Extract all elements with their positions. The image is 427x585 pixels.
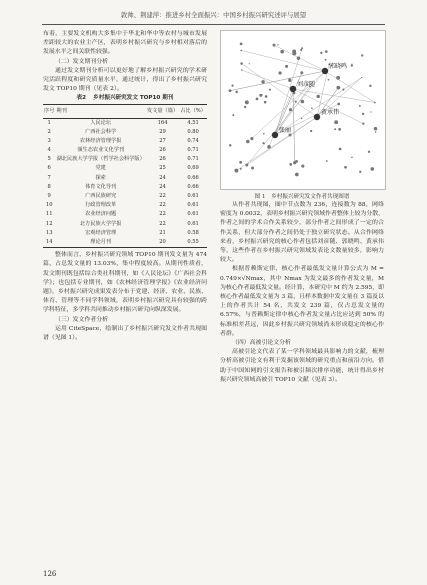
network-node — [265, 95, 268, 98]
network-node — [229, 144, 231, 146]
table-cell: 10 — [45, 202, 53, 209]
network-node — [278, 71, 281, 74]
network-node — [267, 145, 271, 149]
network-node — [240, 62, 243, 65]
network-node — [361, 77, 362, 78]
network-node — [317, 95, 320, 98]
table-cell: 0.80 — [187, 128, 199, 135]
paragraph: 通过发文期刊分析可以更好地了解乡村振兴研究的学术研究活跃程度和研究质量水平，通过统计，得出了乡村振兴研究发文 TOP10 期刊（见表 2）。 — [43, 67, 207, 93]
table-title: 乡村振兴研究发文 TOP10 期刊 — [93, 95, 174, 102]
table-cell: 11 — [45, 211, 53, 218]
network-node — [262, 142, 264, 144]
paragraph: 从作者共现图，图中节点数为 236，连接数为 88，网络密度为 0.0032，表明乡村振兴研究领域作者整体上较为分散，作者之间的学术合作关系较少，部分作者之间形成了一定的合作关系，但大部分作者之间仍处于独立研究状态。从合作网络来看，乡村振兴研究的核心作者包括刘彦随、郭晓鸣、黄承伟等，这些作者在乡村振兴研究领域发表论文数量较多，影响力较大。 — [220, 202, 384, 264]
table-cell: 3 — [47, 137, 51, 144]
table-cell: 24 — [159, 183, 166, 190]
table-cell: 26 — [159, 147, 166, 154]
table-row — [43, 192, 207, 201]
table-cell: 探索 — [95, 174, 106, 181]
network-node — [264, 101, 267, 104]
network-node — [362, 113, 364, 115]
table-cell: 21 — [159, 229, 166, 236]
table-cell: 5 — [47, 156, 51, 163]
network-node — [244, 106, 246, 108]
table-cell: 26 — [159, 156, 166, 163]
table-cell: 0.61 — [187, 202, 199, 209]
journal-table — [43, 104, 207, 248]
network-node — [277, 44, 278, 45]
network-node — [288, 79, 291, 82]
network-node — [344, 166, 347, 169]
network-node — [263, 133, 265, 135]
network-node — [374, 127, 378, 131]
network-edge — [293, 89, 363, 124]
network-node — [240, 50, 242, 52]
network-node — [359, 105, 361, 107]
network-node — [369, 85, 371, 87]
table-header-cell: 期刊 — [55, 105, 146, 118]
network-node — [232, 114, 234, 116]
author-network-figure — [220, 30, 386, 190]
header-rule — [42, 24, 385, 25]
table-cell: 0.71 — [187, 147, 199, 154]
network-node — [334, 120, 338, 124]
table-cell: 1 — [47, 119, 51, 126]
network-node — [273, 44, 276, 47]
table-row — [43, 155, 207, 164]
network-node — [359, 171, 361, 173]
network-node — [301, 118, 303, 120]
table-cell: 0.61 — [187, 211, 199, 218]
table-cell: 北方民族大学学报 — [79, 220, 122, 227]
table-cell: 25 — [159, 165, 166, 172]
table-number: 表2 — [76, 95, 87, 102]
table-cell: 22 — [159, 202, 166, 209]
table-cell: 农林经济管理学报 — [79, 137, 122, 144]
table-cell: 0.55 — [179, 238, 207, 248]
network-node — [311, 107, 313, 109]
network-node — [246, 140, 250, 144]
network-node — [361, 54, 363, 56]
network-node-label: 张丽 — [279, 127, 292, 134]
network-node — [289, 108, 292, 111]
network-node — [240, 168, 242, 170]
network-node — [328, 79, 330, 81]
network-hub-node — [322, 68, 328, 74]
table-cell: 8 — [47, 183, 51, 190]
table-cell: 宏观经济管理 — [85, 229, 117, 236]
network-node — [289, 163, 292, 166]
table-row — [43, 146, 207, 155]
table-cell: 农业经济问题 — [85, 211, 117, 218]
network-node — [234, 169, 238, 173]
network-node — [334, 128, 336, 130]
network-node — [261, 80, 264, 83]
network-node — [320, 52, 322, 54]
table-row — [43, 183, 207, 192]
table-row — [43, 238, 207, 248]
table-row — [43, 211, 207, 220]
page-number: 126 — [43, 570, 57, 578]
table-cell: 0.71 — [187, 156, 199, 163]
network-node — [362, 123, 364, 125]
paragraph: 根据普赖斯定律，核心作者最低发文量计算公式为 M = 0.749×√Nmax，其中 Nmax 为发文最多的作者发文量，M 为核心作者最低发文量。经计算，本研究中 M 约为 2.595，即核心作者最低发文量为 3 篇，且样本数据中发文量在 3 篇及以上的作者共计 54 名，共发文 239 篇，仅占总发文量的 6.57%，与普赖斯定律中核心作者发文量占比应达到 50% 的标准相差甚远，因此乡村振兴研究领域尚未形成稳定的核心作者群。 — [220, 266, 384, 337]
table-cell: 14 — [43, 238, 55, 248]
network-node — [269, 89, 271, 91]
paragraph: 运用 CiteSpace，绘制出了乡村振兴研究发文作者共现图谱（见图 1）。 — [43, 325, 207, 342]
table-cell: 理论月刊 — [55, 238, 146, 248]
table-row — [43, 174, 207, 183]
table-cell: 党建 — [95, 165, 106, 172]
right-column — [220, 30, 384, 385]
network-node — [229, 89, 232, 92]
table-cell: 6 — [47, 165, 51, 172]
network-node — [301, 100, 305, 104]
table-cell: 0.61 — [187, 220, 199, 227]
table-cell: 20 — [146, 238, 179, 248]
network-node — [245, 100, 249, 104]
table-cell: 9 — [47, 193, 51, 200]
table-cell: 0.66 — [187, 183, 199, 190]
table-row — [43, 229, 207, 238]
table-cell: 0.66 — [187, 174, 199, 181]
network-edge — [325, 71, 375, 103]
table-caption — [43, 94, 207, 102]
network-hub-node — [290, 86, 296, 92]
network-node — [368, 151, 370, 153]
network-node — [251, 167, 254, 170]
network-node — [285, 65, 288, 68]
table-cell: 2 — [47, 128, 51, 135]
table-cell: 行政管理改革 — [85, 202, 117, 209]
network-node — [293, 161, 296, 164]
network-node — [337, 103, 340, 106]
network-node — [235, 91, 238, 94]
network-node — [249, 63, 250, 64]
table-row — [43, 118, 207, 128]
table-cell: 人民论坛 — [90, 119, 112, 126]
network-node — [241, 69, 243, 71]
table-cell: 22 — [159, 193, 166, 200]
table-cell: 12 — [45, 220, 53, 227]
table-header-cell: 占比（%） — [179, 105, 207, 118]
network-node — [245, 164, 248, 167]
network-hub-node — [314, 114, 320, 120]
table-row — [43, 128, 207, 137]
network-edge — [241, 50, 325, 71]
paragraph: 高被引论文代表了某一学科领域最具影响力的文献，梳理分析高被引论文有利于发掘该领域的研究重点和前沿方向。借助于中国知网的引文报告和被引频次排序功能，统计得出乡村振兴研究领域高被引 TOP10 文献（见表 3）。 — [220, 349, 384, 383]
table-row — [43, 220, 207, 229]
network-edge — [236, 117, 317, 171]
left-column — [43, 30, 207, 343]
table-cell: 体育文化导刊 — [85, 183, 117, 190]
network-node-label: 郭晓鸣 — [329, 63, 348, 70]
network-node — [240, 43, 243, 46]
table-cell: 24 — [159, 174, 166, 181]
table-cell: 7 — [47, 174, 51, 181]
network-node — [280, 50, 284, 54]
network-node — [371, 167, 375, 171]
network-node — [261, 94, 262, 95]
network-node — [239, 161, 242, 164]
table-cell: 广西民族研究 — [85, 193, 117, 200]
table-cell: 22 — [159, 211, 166, 218]
network-node — [339, 148, 342, 151]
network-node — [297, 57, 300, 60]
table-cell: 4 — [47, 147, 51, 154]
table-row — [43, 165, 207, 174]
table-cell: 4.51 — [187, 119, 199, 126]
network-node-label: 刘彦随 — [297, 81, 316, 88]
table-cell: 湖北民族大学学报（哲学社会科学版） — [56, 156, 145, 163]
running-header: 敦帅、荆建萍：推进乡村全面振兴：中国乡村振兴研究述评与展望 — [120, 11, 307, 19]
network-node — [256, 97, 259, 100]
table-header-cell: 序号 — [43, 105, 55, 118]
table-cell: 0.74 — [187, 137, 199, 144]
table-cell: 29 — [159, 128, 166, 135]
table-row — [43, 201, 207, 210]
section-heading: （三）发文作者分析 — [55, 316, 109, 323]
network-node — [295, 101, 297, 103]
table-cell: 0.61 — [187, 193, 199, 200]
table-cell: 0.69 — [187, 165, 199, 172]
table-cell: 27 — [159, 137, 166, 144]
network-edge — [242, 64, 317, 117]
network-node — [342, 88, 344, 90]
network-node — [351, 65, 353, 67]
table-cell: 0.58 — [187, 229, 199, 236]
network-node — [295, 173, 299, 177]
figure-caption: 图 1 乡村振兴研究发文作者共现图谱 — [254, 194, 350, 200]
network-hub-node — [272, 132, 278, 138]
network-node — [351, 157, 353, 159]
network-node — [375, 131, 377, 133]
network-node — [292, 49, 296, 53]
section-heading: （二）发文期刊分析 — [55, 58, 109, 65]
table-cell: 广西社会科学 — [85, 128, 117, 135]
paragraph: 布着，主要发文机构大多集中于华北和华中等农村与城市发展差距较大的农业主产区，表明乡村振兴研究与乡村相对落后的发展水平之间关联性较强。 — [43, 31, 207, 56]
network-node — [300, 71, 303, 74]
network-graph — [221, 31, 385, 189]
network-node — [336, 76, 340, 80]
network-node-label: 黄承伟 — [321, 109, 340, 116]
table-header-cell: 发文量（篇） — [146, 105, 179, 118]
table-cell: 13 — [45, 229, 53, 236]
paragraph: 整体而言，乡村振兴研究领域 TOP10 期刊发文量为 474 篇，占总发文量的 13.03%，集中程度较高。从期刊性质看，发文期刊既包括综合类社科期刊，如《人民论坛》《广西社会科学》；也包括专业期刊，如《农林经济管理学报》《农业经济问题》，乡村振兴研究成果发表分布于党建、经济、农业、民族、体育、管理等不同学科领域，表明乡村振兴研究具有较强的跨学科特征，多学科共同推动乡村振兴研究向纵深发展。 — [43, 252, 207, 314]
section-heading: （四）高被引论文分析 — [232, 340, 291, 347]
network-node — [370, 111, 371, 112]
table-cell: 164 — [157, 119, 168, 126]
network-node — [338, 128, 341, 131]
network-node — [300, 49, 302, 51]
network-node — [336, 86, 340, 90]
network-node — [326, 160, 328, 162]
network-node — [301, 165, 304, 168]
table-row — [43, 137, 207, 146]
network-node — [310, 130, 312, 132]
network-node — [325, 50, 328, 53]
table-cell: 22 — [159, 220, 166, 227]
network-node — [231, 85, 233, 87]
network-node — [325, 59, 327, 61]
network-node — [250, 137, 253, 140]
network-edge — [242, 70, 293, 89]
network-node — [374, 102, 376, 104]
table-cell: 颁生态农业文化学刊 — [77, 147, 125, 154]
